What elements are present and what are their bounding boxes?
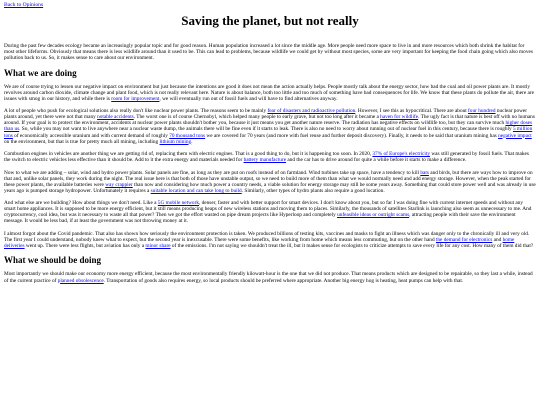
inline-link[interactable]: home deliveries	[4, 236, 515, 250]
paragraph-text: went up. There were less flights, but aviation has only a	[24, 243, 146, 250]
paragraph-text: And what else are we building? How about things we don't need. Like a	[4, 200, 158, 207]
paragraph-text: and the car has to drive around for quite a while before it starts to make a difference.	[286, 157, 467, 164]
inline-link[interactable]: fear of disasters and radioactive pollution	[267, 108, 356, 115]
inline-link[interactable]: four hundred	[468, 108, 496, 115]
section-heading-what-we-should-be-doing: What we should be doing	[4, 255, 102, 266]
paragraph-text: . Transportation of goods also requires energy, so local products should be preferred where appropriate. Another big energy hog is heating, heat pumps can help with that.	[103, 277, 464, 284]
inline-link[interactable]: room for improvement	[111, 95, 160, 102]
paragraph-text: . Similarly, other types of hydro plants also require a good location.	[241, 187, 385, 194]
inline-link[interactable]: battery manufacture	[243, 157, 287, 164]
inline-link[interactable]: 37% of Europe's electricity	[372, 151, 430, 158]
inline-link[interactable]: 70 thousand tons	[169, 132, 206, 139]
inline-link[interactable]: the demand for electronics	[435, 236, 493, 243]
paragraph-text: was still generated by fossil fuels. That makes the switch to electric vehicles less effective than it should be. Add to it the extra energy and materials needed for	[4, 151, 529, 164]
paragraph-text: Combustion engines in vehicles are another thing we are getting rid of, replacing them with electric engines. That is a good thing to do, but it is happening too soon. In 2020,	[4, 151, 373, 158]
paragraph-text: . The ugly fact is that nature is best off with no humans around. If your goal is to protect the environment, accidents at nuclear power plants shouldn't bother you, because it just means you get another nature reserve. The radiation has negative effects on wildlife too, but they can survive much	[4, 114, 535, 127]
paragraph-text: Most importantly we should make our economy more energy efficient, because the most environmentally friendly kilowatt-hour is the one that we did not produce. That means products which are designed to be repairable, so they last a while, instead of the current practice of	[4, 271, 533, 284]
section-heading-what-we-are-doing: What we are doing	[4, 67, 77, 78]
paragraph-text: . The worst one is of course Chernobyl, which helped many people to early grave, but not too long after it became a	[133, 114, 381, 121]
back-to-opinions-link[interactable]: Back to Opinions	[4, 2, 44, 8]
intro-paragraph: During the past few decades ecology became an increasingly popular topic and for good reason. Human population increased a lot since the middle age. More people need more space to live in and more resources which both shrink the habitat for most other lifeforms. Obviously that means there is less wildlife around than it used to be. This can lead to problems, because wildlife we could get by without most species, some are very important for keeping the food chain going which also moves pollution back to us. So, it makes sense to care about our environment.	[4, 43, 533, 62]
paragraph-text: , we will eventually run out of fossil fuels and will have to find alternatives anyway.	[159, 95, 338, 102]
inline-link[interactable]: suitable location and can take long to build	[150, 187, 242, 194]
paragraph	[4, 108, 536, 145]
paragraph-text: We are of course trying to lessen our negative impact on environment but just because the intentions are good it does not mean the action actually helps. People mostly talk about the energy sector, how bad the coal and oil power plants are. It mostly revolves around carbon dioxide, climate change and plant food, which is not really relevant here. Nature is about balance, both too little and too much of something have bad consequences for life. We know that these plants do pollute the air, there are issues with smog in our history, and while there is	[4, 83, 534, 102]
paragraph	[4, 200, 536, 224]
inline-link[interactable]: lithium mining	[159, 138, 192, 145]
paragraph-text: I almost forgot about the Covid pandemic. That also has shown how seriously the environment protection is taken. We produced billions of testing kits, vaccines and masks to fight an illness which was danger only to the chronically ill and very old. The first year I could understand, nobody knew what to expect, but the second year is inexcusable. There were some benefits, like working from home which means less commuting, but on the other hand	[4, 230, 530, 243]
inline-link[interactable]: higher doses than us	[4, 120, 533, 133]
inline-link[interactable]: unfeasible ideas or outright scams	[337, 212, 410, 219]
paragraph-text: .	[191, 138, 193, 145]
paragraph-text: of economically accessible uranium and with current demand of roughly	[12, 132, 170, 139]
paragraph	[4, 84, 536, 102]
paragraph-text: of the emissions. I'm not saying we shouldn't treat the ill, but it makes sense for ecologists to criticize attempts to save every life for any cost. How many of them did that?	[170, 243, 534, 250]
inline-link[interactable]: bats	[420, 169, 429, 176]
inline-link[interactable]: 5G mobile network	[157, 200, 199, 207]
paragraph-text: . So, while you may not want to live anywhere near a nuclear waste dump, the animals there will be fine even if it starts to leak. There is also no need to worry about running out of nuclear fuel in this century, because there is roughly	[19, 126, 513, 133]
paragraph-text: , denser, faster and with better support for smart devices. I don't know about you, but so far I was doing fine with current internet speeds and without any smart home appliances. It is supposed to be more energy efficient, but it still means producing heaps of new wireless stations and moving them to places. Similarly, the thousands of satellites Starlink is launching also seem as unnecessary to me. And cryptocurrency, cool idea, but was it necessary to waste all that power? Then we got the effort wasted on pipe dream projects like Hyperloop and completely	[4, 200, 532, 219]
paragraph	[4, 151, 536, 163]
inline-link[interactable]: minor share	[145, 243, 171, 250]
paragraph-text: nuclear power plants around, yet there were not that many	[4, 108, 528, 121]
inline-link[interactable]: way crappier	[105, 181, 133, 188]
paragraph-text: and	[492, 236, 503, 243]
paragraph-text: than now and considering how much power a country needs, a viable solution for energy storage may still be some years away. Something that could store power well and was already in use years ago is pumped storage hydropower. Unfortunately it requires a	[4, 181, 536, 194]
paragraph-text: we are covered for 70 years (and more with fuel reuse and further deposit discovery). Finally, it needs to be said that uranium mining has	[205, 132, 499, 139]
page-title: Saving the planet, but not really	[181, 13, 359, 28]
inline-link[interactable]: negative impact	[498, 132, 532, 139]
inline-link[interactable]: notable accidents	[97, 114, 134, 121]
paragraph-text: , attracting people with their save the environment message. It would be less bad, if at least the government was not throwing money at it.	[4, 212, 516, 225]
paragraph-text: and birds, but there are ways how to improve on that and, unlike solar panels, they work during the night. The real issue here is that both of those have unstable output, so we need to build more of them than what we would normally need and add energy storage. However, when the peak started for these power plants, the available batteries were	[4, 169, 533, 188]
inline-link[interactable]: planned obsolescence	[57, 277, 104, 284]
paragraph	[4, 170, 536, 194]
paragraph-text: A lot of people who push for ecological solutions also really don't like nuclear power plants. The reasons seem to be mainly	[4, 108, 268, 115]
paragraph	[4, 231, 536, 249]
paragraph	[4, 271, 536, 283]
inline-link[interactable]: 5 million tons	[4, 126, 533, 139]
inline-link[interactable]: haven for wildlife	[380, 114, 419, 121]
paragraph-text: Now to what we are adding – solar, wind and hydro power plants. Solar panels are fine, as long as they are put on roofs instead of on farmland. Wind turbines take up space, have a tendency to kill	[4, 169, 421, 176]
paragraph-text: on the environment, but that is true for pretty much all mining, including	[4, 138, 160, 145]
paragraph-text: . However, I see this as hypocritical. There are about	[355, 108, 469, 115]
